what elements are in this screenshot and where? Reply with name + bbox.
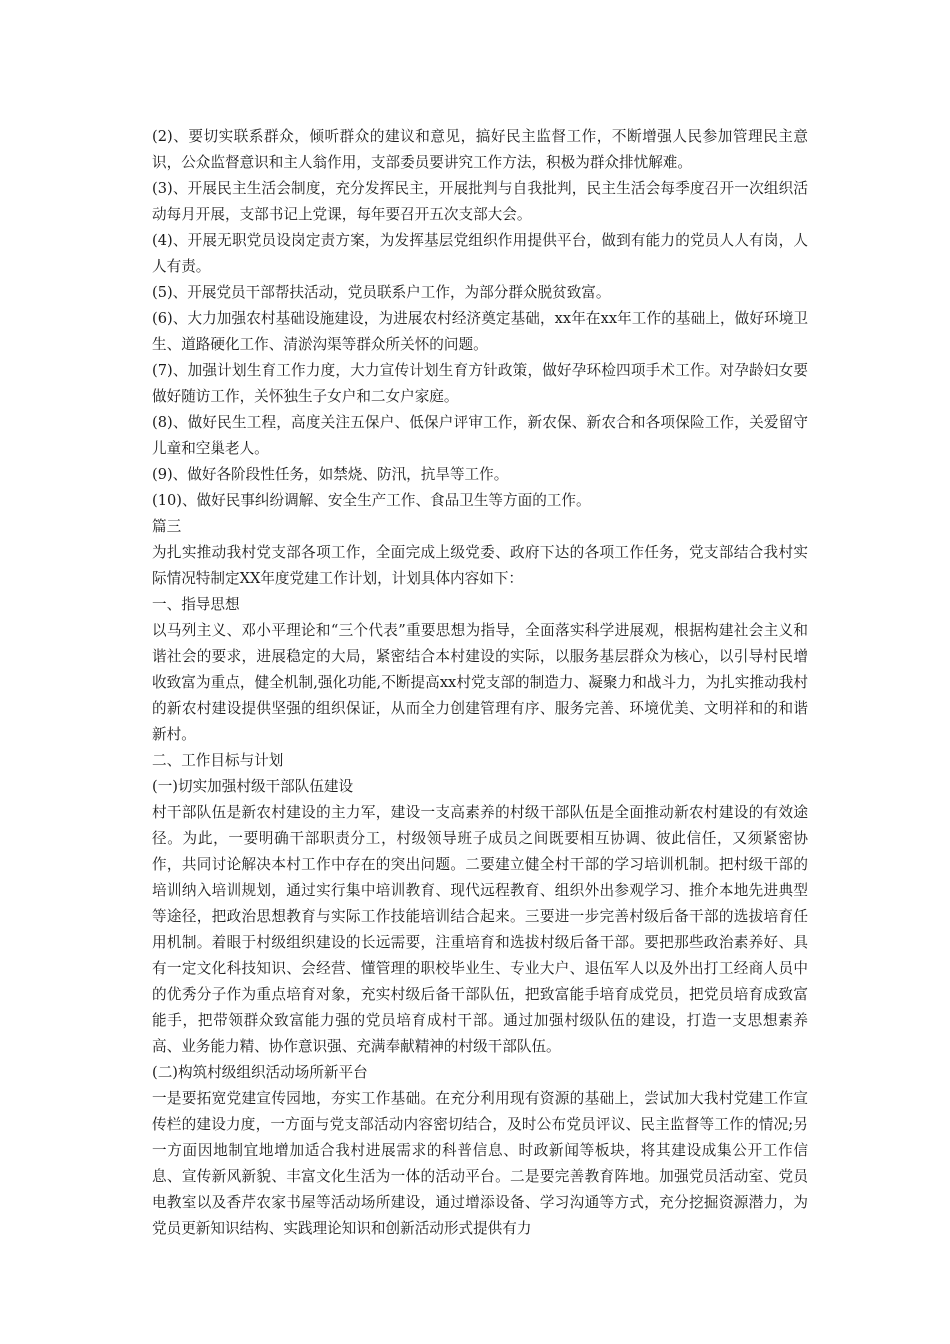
list-item: (8)、做好民生工程，高度关注五保户、低保户评审工作，新农保、新农合和各项保险工作，关爱留守儿童和空巢老人。	[152, 414, 808, 457]
subheading-platform: (二)构筑村级组织活动场所新平台	[152, 1064, 368, 1081]
platform-paragraph: 一是要拓宽党建宣传园地，夯实工作基础。在充分利用现有资源的基础上，尝试加大我村党建工作宣传栏的建设力度，一方面与党支部活动内容密切结合，及时公布党员评议、民主监督等工作的情况;另一方面因地制宜地增加适合我村进展需求的科普信息、时政新闻等板块，将其建设成集公开工作信息、宣传新风新貌、丰富文化生活为一体的活动平台。二是要完善教育阵地。加强党员活动室、党员电教室以及香芹农家书屋等活动场所建设，通过增添设备、学习沟通等方式，充分挖掘资源潜力，为党员更新知识结构、实践理论知识和创新活动形式提供有力	[152, 1090, 808, 1237]
cadre-paragraph: 村干部队伍是新农村建设的主力军，建设一支高素养的村级干部队伍是全面推动新农村建设的有效途径。为此，一要明确干部职责分工，村级领导班子成员之间既要相互协调、彼此信任，又须紧密协作，共同讨论解决本村工作中存在的突出问题。二要建立健全村干部的学习培训机制。把村级干部的培训纳入培训规划，通过实行集中培训教育、现代远程教育、组织外出参观学习、推介本地先进典型等途径，把政治思想教育与实际工作技能培训结合起来。三要进一步完善村级后备干部的选拔培育任用机制。着眼于村级组织建设的长远需要，注重培育和选拔村级后备干部。要把那些政治素养好、具有一定文化科技知识、会经营、懂管理的职校毕业生、专业大户、退伍军人以及外出打工经商人员中的优秀分子作为重点培育对象，充实村级后备干部队伍，把致富能手培育成党员，把党员培育成致富能手，把带领群众致富能力强的党员培育成村干部。通过加强村级队伍的建设，打造一支思想素养高、业务能力精、协作意识强、充满奉献精神的村级干部队伍。	[152, 804, 808, 1055]
section-label: 篇三	[152, 518, 182, 535]
list-item: (6)、大力加强农村基础设施建设，为进展农村经济奠定基础，xx年在xx年工作的基础上，做好环境卫生、道路硬化工作、清淤沟渠等群众所关怀的问题。	[152, 310, 808, 353]
document-body	[142, 124, 808, 1242]
intro-paragraph: 为扎实推动我村党支部各项工作，全面完成上级党委、政府下达的各项工作任务，党支部结合我村实际情况特制定XX年度党建工作计划，计划具体内容如下：	[152, 544, 808, 587]
guiding-paragraph: 以马列主义、邓小平理论和“三个代表”重要思想为指导，全面落实科学进展观，根据构建社会主义和谐社会的要求，进展稳定的大局，紧密结合本村建设的实际，以服务基层群众为核心，以引导村民增收致富为重点，健全机制,强化功能,不断提高xx村党支部的制造力、凝聚力和战斗力，为扎实推动我村的新农村建设提供坚强的组织保证，从而全力创建管理有序、服务完善、环境优美、文明祥和的和谐新村。	[152, 622, 808, 743]
list-item: (7)、加强计划生育工作力度，大力宣传计划生育方针政策，做好孕环检四项手术工作。对孕龄妇女要做好随访工作，关怀独生子女户和二女户家庭。	[152, 362, 808, 405]
list-item: (2)、要切实联系群众，倾听群众的建议和意见，搞好民主监督工作，不断增强人民参加管理民主意识，公众监督意识和主人翁作用，支部委员要讲究工作方法，积极为群众排忧解难。	[152, 128, 808, 171]
list-item: (3)、开展民主生活会制度，充分发挥民主，开展批判与自我批判，民主生活会每季度召开一次组织活动每月开展，支部书记上党课，每年要召开五次支部大会。	[152, 180, 808, 223]
list-item: (10)、做好民事纠纷调解、安全生产工作、食品卫生等方面的工作。	[152, 492, 591, 509]
section-heading-guiding: 一、指导思想	[152, 596, 240, 613]
list-item: (9)、做好各阶段性任务，如禁烧、防汛，抗旱等工作。	[152, 466, 509, 483]
section-heading-goals: 二、工作目标与计划	[152, 752, 284, 769]
list-item: (4)、开展无职党员设岗定责方案，为发挥基层党组织作用提供平台，做到有能力的党员人人有岗，人人有责。	[152, 232, 808, 275]
subheading-cadre: (一)切实加强村级干部队伍建设	[152, 778, 354, 795]
list-item: (5)、开展党员干部帮扶活动，党员联系户工作，为部分群众脱贫致富。	[152, 284, 611, 301]
